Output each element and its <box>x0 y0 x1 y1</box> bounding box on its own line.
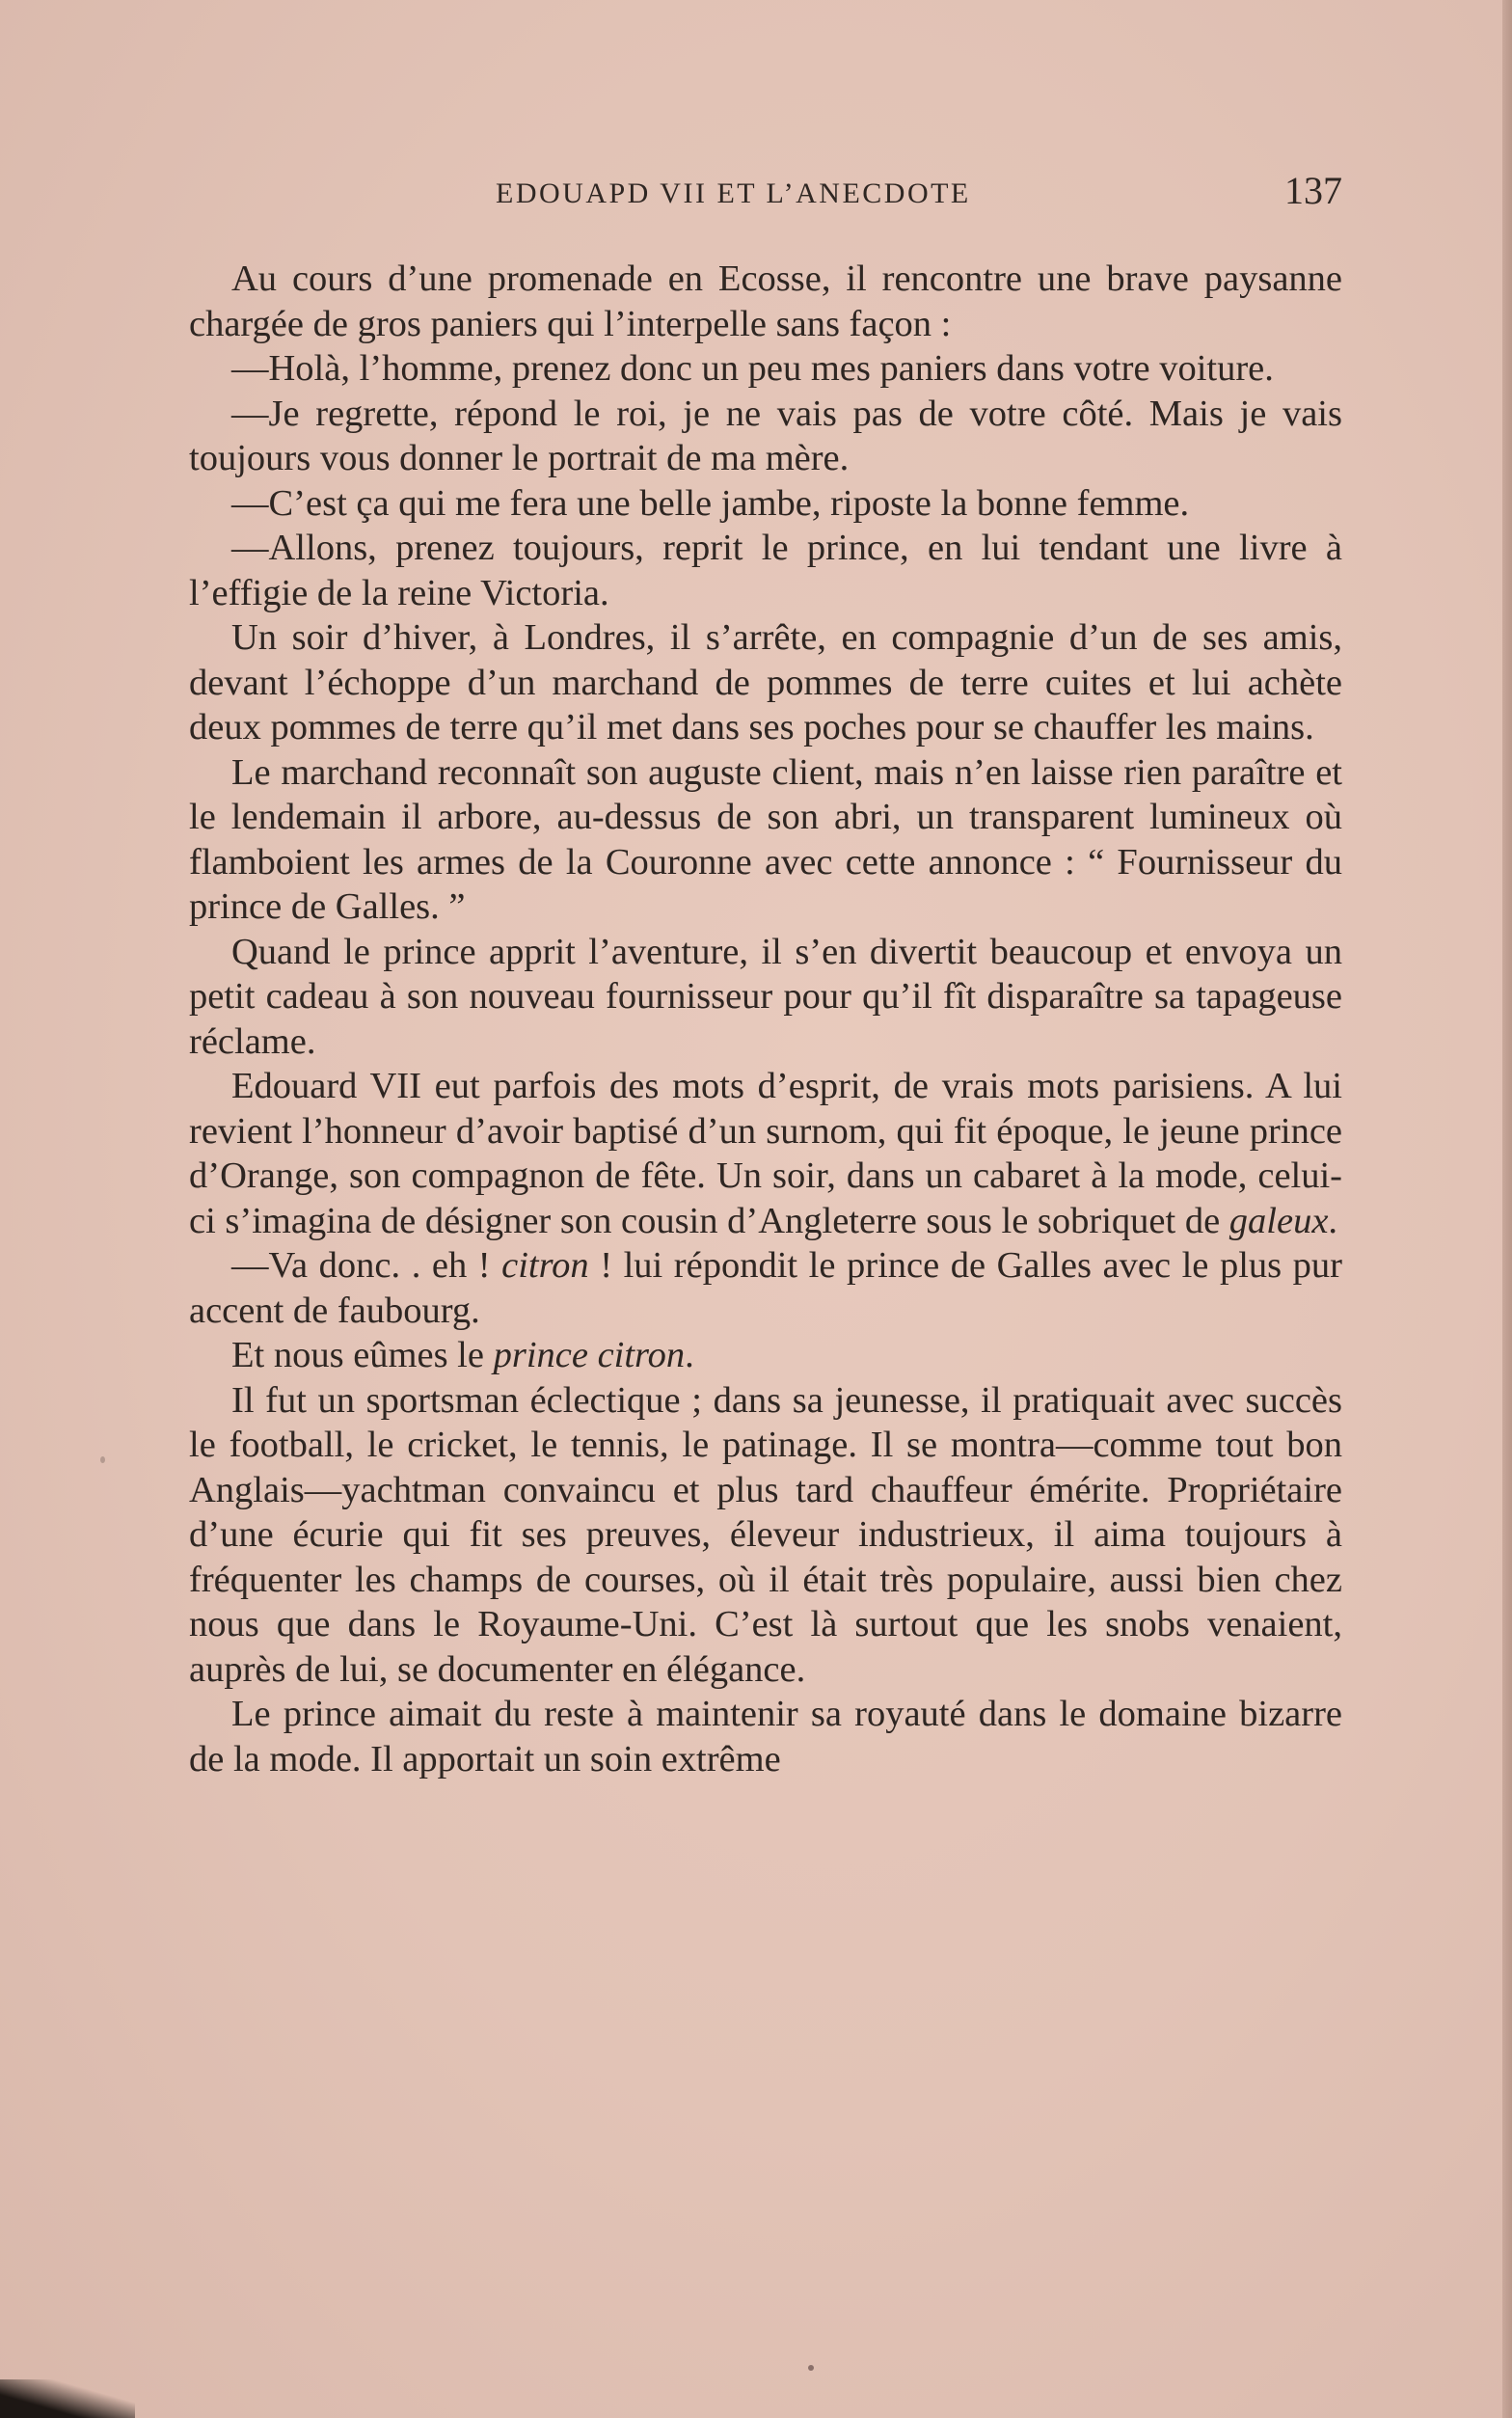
paragraph: —Holà, l’homme, prenez donc un peu mes paniers dans votre voiture. <box>231 348 1274 389</box>
body-text <box>189 257 1342 1781</box>
paragraph: Il fut un sportsman éclectique ; dans sa jeunesse, il pratiquait avec succès le football, le cricket, le tennis, le patinage. Il se montra—comme tout bon Anglais—yachtman convaincu et plus tard chauffeur émérite. Propriétaire d’une écurie qui fit ses preuves, éleveur industrieux, il aima toujours à fréquenter les champs de courses, où il était très populaire, aussi bien chez nous que dans le Royaume-Uni. C’est là surtout que les snobs venaient, auprès de lui, se documenter en élégance. <box>189 1379 1342 1690</box>
paragraph: —C’est ça qui me fera une belle jambe, riposte la bonne femme. <box>231 482 1190 524</box>
paragraph-text: ! lui répondit le prince de Galles avec le plus pur accent de faubourg. <box>189 1245 1342 1331</box>
paragraph-text: . <box>1328 1200 1338 1241</box>
paragraph-text: —Va donc. . eh ! <box>231 1245 502 1286</box>
paragraph-text: Et nous eûmes le <box>231 1335 494 1375</box>
paragraph-text: Edouard VII eut parfois des mots d’esprit, de vrais mots parisiens. A lui revient l’honneur d’avoir baptisé d’un surnom, qui fit époque, le jeune prince d’Orange, son compagnon de fête. Un soir, dans un cabaret à la mode, celui-ci s’imagina de désigner son cousin d’Angleterre sous le sobriquet de <box>189 1066 1342 1241</box>
paragraph: —Je regrette, répond le roi, je ne vais pas de votre côté. Mais je vais toujours vous donner le portrait de ma mère. <box>189 393 1342 478</box>
paragraph <box>189 1064 1342 1243</box>
paragraph <box>189 1333 1342 1378</box>
paragraph: Au cours d’une promenade en Ecosse, il rencontre une brave paysanne chargée de gros paniers qui l’interpelle sans façon : <box>189 258 1342 344</box>
italic-word: galeux <box>1228 1200 1329 1241</box>
paper-speck <box>100 1456 105 1463</box>
paragraph: Le prince aimait du reste à maintenir sa royauté dans le domaine bizarre de la mode. Il apportait un soin extrême <box>189 1694 1342 1780</box>
italic-word: prince citron <box>493 1335 686 1375</box>
paragraph-text: . <box>685 1335 694 1375</box>
italic-word: citron <box>501 1245 589 1286</box>
page-header <box>189 164 1342 222</box>
ink-dot <box>808 2365 814 2371</box>
page-edge <box>1502 0 1512 2418</box>
paragraph <box>189 1243 1342 1333</box>
paragraph: Quand le prince apprit l’aventure, il s’en divertit beaucoup et envoya un petit cadeau à son nouveau fournisseur pour qu’il fît disparaître sa tapageuse réclame. <box>189 931 1342 1062</box>
paragraph: Un soir d’hiver, à Londres, il s’arrête, en compagnie d’un de ses amis, devant l’échoppe d’un marchand de pommes de terre cuites et lui achète deux pommes de terre qu’il met dans ses poches pour se chauffer les mains. <box>189 617 1342 747</box>
paragraph: Le marchand reconnaît son auguste client, mais n’en laisse rien paraître et le lendemain il arbore, au-dessus de son abri, un transparent lumineux où flamboient les armes de la Couronne avec cette annonce : “ Fournisseur du prince de Galles. ” <box>189 751 1342 927</box>
paragraph: —Allons, prenez toujours, reprit le prince, en lui tendant une livre à l’effigie de la reine Victoria. <box>189 528 1342 613</box>
corner-shadow <box>0 2379 135 2418</box>
running-title: EDOUAPD VII ET L’ANECDOTE <box>496 177 971 209</box>
page-number: 137 <box>1284 169 1342 212</box>
